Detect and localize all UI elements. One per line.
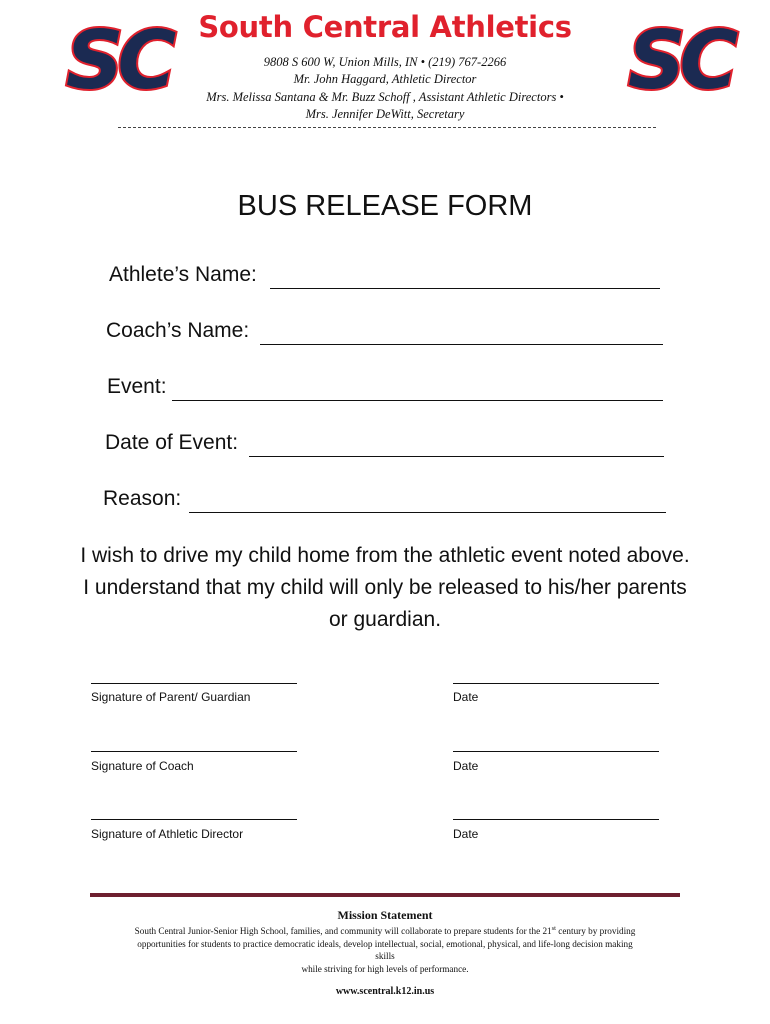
coach-name-field[interactable]	[0, 319, 770, 349]
mission-statement	[92, 923, 678, 975]
ad-signature-label: Signature of Athletic Director	[91, 827, 244, 841]
coach-date-line[interactable]	[453, 751, 659, 752]
coach-signature-line[interactable]	[91, 751, 297, 752]
mission-line-2: opportunities for students to practice democratic ideals, develop intellectual, social, emotional, physical, and life-long decision making	[137, 938, 633, 949]
header-divider	[118, 127, 656, 128]
athlete-name-field[interactable]	[0, 263, 770, 293]
mission-line-4: while striving for high levels of performance.	[301, 963, 469, 974]
footer-divider	[90, 893, 680, 897]
address-line: 9808 S 600 W, Union Mills, IN • (219) 767-2266	[263, 55, 507, 69]
parent-signature-line[interactable]	[91, 683, 297, 684]
coach-date-label: Date	[453, 759, 479, 773]
release-statement: I wish to drive my child home from the athletic event noted above. I understand that my child will only be released to his/her parents or guardian.	[80, 544, 690, 631]
school-title: South Central Athletics	[198, 10, 572, 44]
event-field[interactable]	[0, 375, 770, 405]
parent-signature-label: Signature of Parent/ Guardian	[91, 690, 251, 704]
svg-text:SC: SC	[65, 20, 171, 104]
athlete-name-label: Athlete’s Name:	[109, 263, 257, 286]
date-of-event-label: Date of Event:	[105, 431, 239, 454]
athlete-name-line[interactable]	[270, 288, 660, 289]
coach-name-label: Coach’s Name:	[106, 319, 250, 342]
event-line[interactable]	[172, 400, 663, 401]
website-link[interactable]: www.scentral.k12.in.us	[335, 986, 435, 997]
parent-date-label: Date	[453, 690, 479, 704]
ad-signature-line[interactable]	[91, 819, 297, 820]
date-of-event-line[interactable]	[249, 456, 664, 457]
form-title: BUS RELEASE FORM	[237, 190, 533, 222]
coach-name-line[interactable]	[260, 344, 663, 345]
mission-line-3: skills	[375, 951, 395, 962]
ad-date-line[interactable]	[453, 819, 659, 820]
reason-field[interactable]	[0, 487, 770, 517]
ad-date-label: Date	[453, 827, 479, 841]
svg-text:SC: SC	[627, 20, 733, 104]
mission-line-1: South Central Junior-Senior High School, families, and community will collaborate to prepare students for the 21st century by providing	[134, 925, 636, 937]
event-label: Event:	[107, 375, 167, 398]
mission-title: Mission Statement	[337, 908, 433, 922]
date-of-event-field[interactable]	[0, 431, 770, 461]
coach-signature-label: Signature of Coach	[91, 759, 194, 773]
secretary-line: Mrs. Jennifer DeWitt, Secretary	[305, 107, 465, 121]
assistants-line: Mrs. Melissa Santana & Mr. Buzz Schoff , Assistant Athletic Directors •	[206, 90, 564, 104]
reason-line[interactable]	[189, 512, 666, 513]
reason-label: Reason:	[103, 487, 182, 510]
director-line: Mr. John Haggard, Athletic Director	[293, 72, 477, 86]
parent-date-line[interactable]	[453, 683, 659, 684]
